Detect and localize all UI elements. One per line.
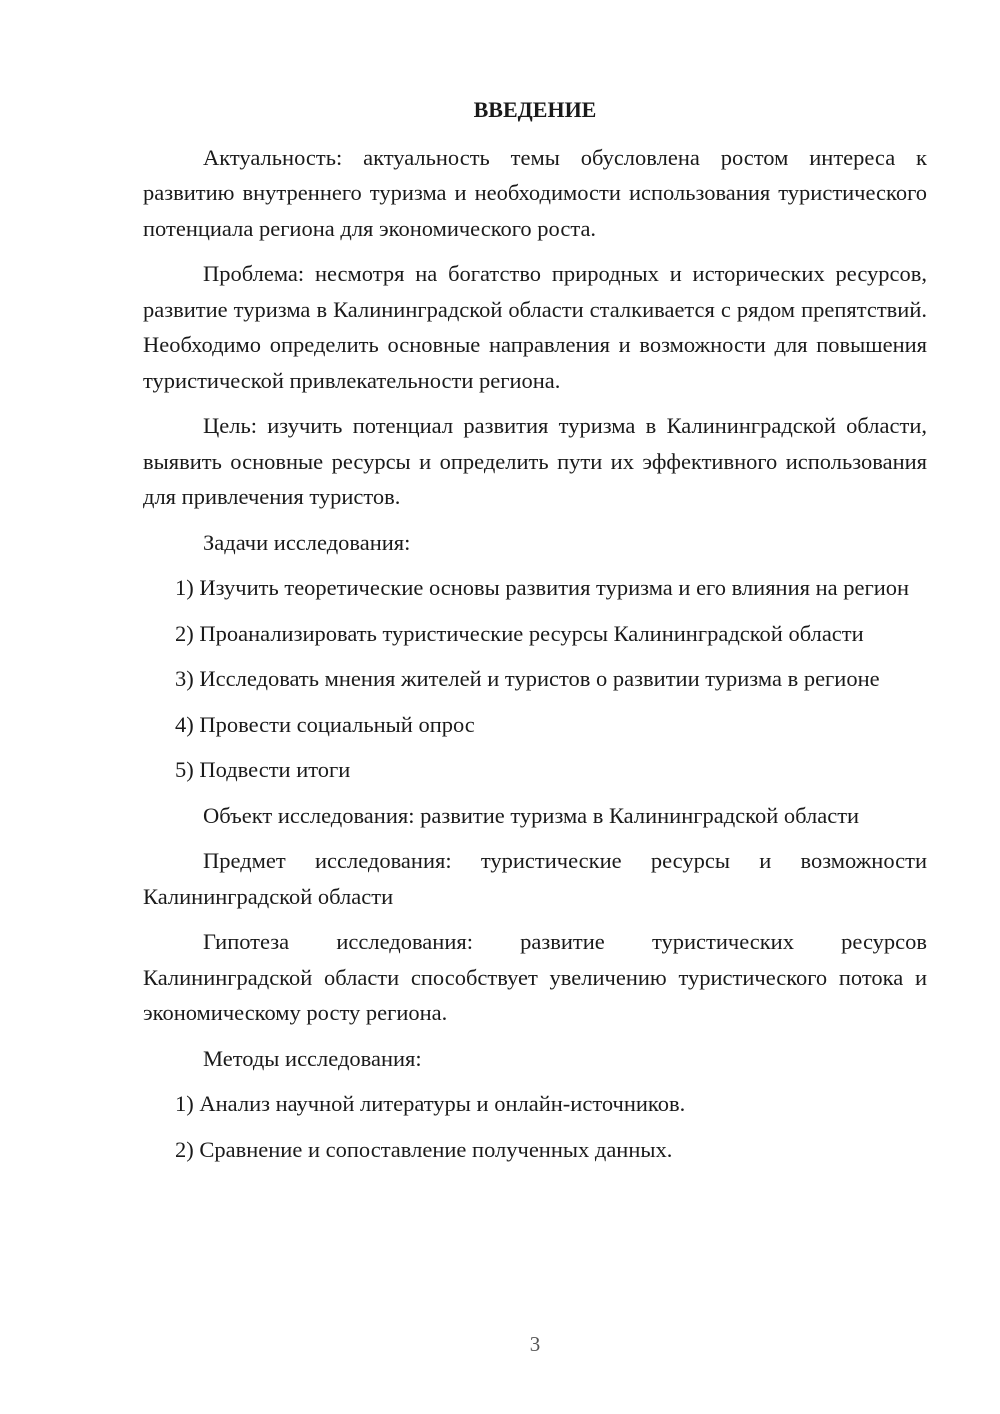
tasks-heading: Задачи исследования: [203, 529, 411, 555]
method-item: 2) Сравнение и сопоставление полученных данных. [175, 1136, 673, 1162]
methods-heading: Методы исследования: [203, 1045, 422, 1071]
method-item: 1) Анализ научной литературы и онлайн-источников. [175, 1091, 686, 1116]
subject-paragraph: Предмет исследования: туристические ресурсы и возможности Калининградской области [143, 848, 927, 909]
task-item: 2) Проанализировать туристические ресурсы Калининградской области [175, 620, 864, 646]
task-item: 5) Подвести итоги [175, 757, 351, 782]
hypothesis-paragraph: Гипотеза исследования: развитие туристических ресурсов Калининградской области способствует увеличению туристического потока и экономическому росту региона. [143, 929, 927, 1025]
task-item: 3) Исследовать мнения жителей и туристов о развитии туризма в регионе [175, 666, 880, 691]
problem-paragraph: Проблема: несмотря на богатство природных и исторических ресурсов, развитие туризма в Калининградской области сталкивается с рядом препятствий. Необходимо определить основные направления и возможности для повышения туристической привлекательности региона. [143, 261, 927, 393]
page-title: ВВЕДЕНИЕ [473, 97, 597, 122]
task-item: 4) Провести социальный опрос [175, 711, 475, 737]
relevance-paragraph: Актуальность: актуальность темы обусловлена ростом интереса к развитию внутреннего туризма и необходимости использования туристического потенциала региона для экономического роста. [143, 144, 927, 241]
task-item: 1) Изучить теоретические основы развития туризма и его влияния на регион [175, 575, 910, 600]
object-paragraph: Объект исследования: развитие туризма в Калининградской области [203, 802, 860, 828]
goal-paragraph: Цель: изучить потенциал развития туризма в Калининградской области, выявить основные ресурсы и определить пути их эффективного использования для привлечения туристов. [143, 413, 927, 509]
page-number: 3 [529, 1332, 541, 1356]
document-page [143, 92, 927, 1177]
